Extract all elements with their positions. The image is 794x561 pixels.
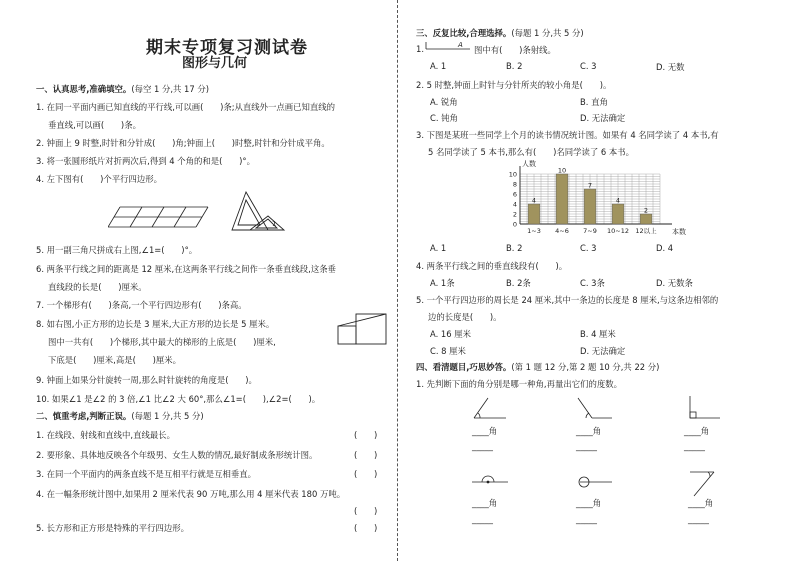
s3-q3-option-a[interactable]: A. 1 [430, 243, 447, 253]
s2-q3-answer[interactable]: ( ) [354, 469, 378, 479]
angle-figure-1 [470, 394, 510, 422]
chart-y-label: 人数 [522, 160, 536, 168]
s3-q3-option-c[interactable]: C. 3 [580, 243, 597, 253]
chart-x-label: 本数 [672, 228, 686, 236]
s4-q1: 1. 先判断下面的角分别是哪一种角,再量出它们的度数。 [416, 379, 622, 389]
chart-bar [612, 204, 624, 224]
s3-q3-line1: 3. 下图是某班一些同学上个月的读书情况统计图。如果有 4 名同学读了 4 本书,有 [416, 130, 719, 140]
page-subtitle: 图形与几何 [182, 56, 248, 71]
s1-q9: 9. 钟面上如果分针旋转一周,那么时针旋转的角度是( )。 [36, 375, 257, 385]
chart-data-label: 10 [557, 166, 567, 175]
point-a-label: A [458, 41, 463, 49]
s1-q5: 5. 用一副三角尺拼成右上图,∠1=( )°。 [36, 245, 198, 255]
s2-q1-answer[interactable]: ( ) [354, 430, 378, 440]
angle-figure-2 [574, 394, 614, 422]
s3-q1-option-d[interactable]: D. 无数 [656, 62, 685, 72]
chart-y-tick-label: 10 [508, 170, 517, 179]
s3-q3-line2: 5 名同学读了 5 本书,那么有( )名同学读了 6 本书。 [428, 147, 634, 157]
angle-2-suffix: 角 [592, 426, 602, 436]
section-2-heading [36, 410, 204, 422]
s3-q4-option-d[interactable]: D. 无数条 [656, 278, 693, 288]
angle-6-answer[interactable]: ____角 [688, 498, 714, 508]
section-1-title: 一、认真思考,准确填空。 [36, 84, 132, 94]
s2-q2-answer[interactable]: ( ) [354, 450, 378, 460]
set-square-figure [228, 190, 290, 238]
s3-q2-option-a[interactable]: A. 锐角 [430, 97, 458, 107]
angle-6-degree-blank[interactable]: _____ [688, 514, 709, 524]
s3-q4-option-c[interactable]: C. 3条 [580, 278, 605, 288]
angle-figure-5 [574, 470, 614, 490]
s2-q3: 3. 在同一个平面内的两条直线不是互相平行就是互相垂直。 [36, 469, 257, 479]
chart-bar [556, 174, 568, 224]
chart-category-label: 1~3 [527, 227, 541, 235]
angle-5-degree-blank[interactable]: _____ [576, 514, 597, 524]
chart-category-label: 7~9 [583, 227, 597, 235]
angle-6-suffix: 角 [704, 498, 714, 508]
chart-data-label: 7 [587, 181, 593, 190]
s1-q2: 2. 钟面上 9 时整,时针和分针成( )角;钟面上( )时整,时针和分针成平角。 [36, 138, 330, 148]
chart-y-tick-label: 4 [512, 200, 517, 209]
angle-5-suffix: 角 [592, 498, 602, 508]
s3-q3-option-d[interactable]: D. 4 [656, 243, 674, 253]
chart-bar [584, 189, 596, 224]
page-title: 期末专项复习测试卷 [146, 38, 308, 58]
s3-q5-line2: 边的长度是( )。 [428, 312, 502, 322]
parallelogram-grid-figure [108, 205, 212, 233]
angle-4-suffix: 角 [488, 498, 498, 508]
s3-q1-option-b[interactable]: B. 2 [506, 61, 523, 71]
angle-4-answer[interactable]: ____角 [472, 498, 498, 508]
s3-q4-option-b[interactable]: B. 2条 [506, 278, 531, 288]
s3-q5-option-c[interactable]: C. 8 厘米 [430, 346, 466, 356]
chart-data-label: 4 [531, 196, 537, 205]
chart-y-tick-label: 2 [512, 210, 517, 219]
angle-1-degree-blank[interactable]: _____ [472, 441, 493, 451]
reading-bar-chart [500, 160, 705, 240]
s2-q1: 1. 在线段、射线和直线中,直线最长。 [36, 430, 175, 440]
angle-1-answer[interactable]: ____角 [472, 426, 498, 436]
angle-3-degree-blank[interactable]: _____ [684, 441, 705, 451]
squares-figure [336, 312, 390, 348]
column-divider [397, 0, 398, 561]
chart-bar [528, 204, 540, 224]
section-1-heading [36, 83, 209, 95]
section-3-heading [416, 27, 584, 39]
chart-y-tick-label: 6 [512, 190, 517, 199]
s1-q1-line2: 垂直线,可以画( )条。 [48, 120, 141, 130]
s3-q4: 4. 两条平行线之间的垂直线段有( )。 [416, 261, 568, 271]
section-3-note: (每题 1 分,共 5 分) [511, 28, 584, 38]
s3-q2-option-d[interactable]: D. 无法确定 [580, 113, 626, 123]
s2-q2: 2. 要形象、具体地反映各个年级男、女生人数的情况,最好制成条形统计图。 [36, 450, 318, 460]
angle-figure-3 [684, 394, 724, 422]
s1-q7: 7. 一个梯形有( )条高,一个平行四边形有( )条高。 [36, 300, 247, 310]
angle-2-degree-blank[interactable]: _____ [576, 441, 597, 451]
s1-q6-line1: 6. 两条平行线之间的距离是 12 厘米,在这两条平行线之间作一条垂直线段,这条垂 [36, 264, 336, 274]
s1-q1-line1: 1. 在同一平面内画已知直线的平行线,可以画( )条;从直线外一点画已知直线的 [36, 102, 336, 112]
s2-q4: 4. 在一幅条形统计图中,如果用 2 厘米代表 90 万吨,那么用 4 厘米代表 180 万吨。 [36, 489, 346, 499]
section-4-heading [416, 361, 659, 373]
ray-figure [424, 39, 472, 53]
s3-q2-option-c[interactable]: C. 钝角 [430, 113, 458, 123]
s1-q6-line2: 直线段的长是( )厘米。 [48, 282, 147, 292]
section-2-note: (每题 1 分,共 5 分) [131, 411, 204, 421]
s3-q1: 图中有( )条射线。 [474, 45, 556, 55]
section-4-note: (第 1 题 12 分,第 2 题 10 分,共 22 分) [511, 362, 660, 372]
chart-data-label: 2 [643, 206, 649, 215]
angle-2-answer[interactable]: ____角 [576, 426, 602, 436]
s3-q2: 2. 5 时整,钟面上时针与分针所夹的较小角是( )。 [416, 80, 612, 90]
angle-5-answer[interactable]: ____角 [576, 498, 602, 508]
angle-figure-4 [470, 470, 510, 490]
s3-q1-option-a[interactable]: A. 1 [430, 61, 447, 71]
chart-y-tick-label: 8 [512, 180, 517, 189]
s3-q4-option-a[interactable]: A. 1条 [430, 278, 455, 288]
s1-q10: 10. 如果∠1 是∠2 的 3 倍,∠1 比∠2 大 60°,那么∠1=( ),∠2=( )。 [36, 394, 321, 404]
angle-figure-6 [684, 462, 724, 498]
s2-q5-answer[interactable]: ( ) [354, 523, 378, 533]
section-1-note: (每空 1 分,共 17 分) [131, 84, 210, 94]
angle-4-degree-blank[interactable]: _____ [472, 514, 493, 524]
s3-q5-option-a[interactable]: A. 16 厘米 [430, 329, 471, 339]
s3-q2-option-b[interactable]: B. 直角 [580, 97, 608, 107]
s3-q5-line1: 5. 一个平行四边形的周长是 24 厘米,其中一条边的长度是 8 厘米,与这条边相邻的 [416, 295, 719, 305]
s3-q5-option-b[interactable]: B. 4 厘米 [580, 329, 616, 339]
s3-q1-number: 1. [416, 44, 424, 54]
s2-q5: 5. 长方形和正方形是特殊的平行四边形。 [36, 523, 190, 533]
s2-q4-answer[interactable]: ( ) [354, 506, 378, 516]
s1-q8-line3: 下底是( )厘米,高是( )厘米。 [48, 355, 181, 365]
chart-data-label: 4 [615, 196, 621, 205]
s1-q8-line2: 图中一共有( )个梯形,其中最大的梯形的上底是( )厘米, [48, 337, 276, 347]
angle-3-suffix: 角 [700, 426, 710, 436]
s1-q4: 4. 左下图有( )个平行四边形。 [36, 174, 163, 184]
angle-1-suffix: 角 [488, 426, 498, 436]
s1-q3: 3. 将一张圆形纸片对折两次后,得到 4 个角的和是( )°。 [36, 156, 255, 166]
section-4-title: 四、看清题目,巧思妙答。 [416, 362, 512, 372]
chart-category-label: 4~6 [555, 227, 569, 235]
chart-y-tick-label: 0 [512, 220, 517, 229]
angle-3-answer[interactable]: ____角 [684, 426, 710, 436]
chart-category-label: 10~12 [607, 227, 629, 235]
s3-q3-option-b[interactable]: B. 2 [506, 243, 523, 253]
section-2-title: 二、慎重考虑,判断正误。 [36, 411, 132, 421]
s1-q8-line1: 8. 如右图,小正方形的边长是 3 厘米,大正方形的边长是 5 厘米。 [36, 319, 275, 329]
s3-q1-option-c[interactable]: C. 3 [580, 61, 597, 71]
angle-1-label: 1 [272, 220, 277, 228]
chart-bar [640, 214, 652, 224]
s3-q5-option-d[interactable]: D. 无法确定 [580, 346, 626, 356]
chart-category-label: 12以上 [635, 227, 657, 235]
section-3-title: 三、反复比较,合理选择。 [416, 28, 512, 38]
